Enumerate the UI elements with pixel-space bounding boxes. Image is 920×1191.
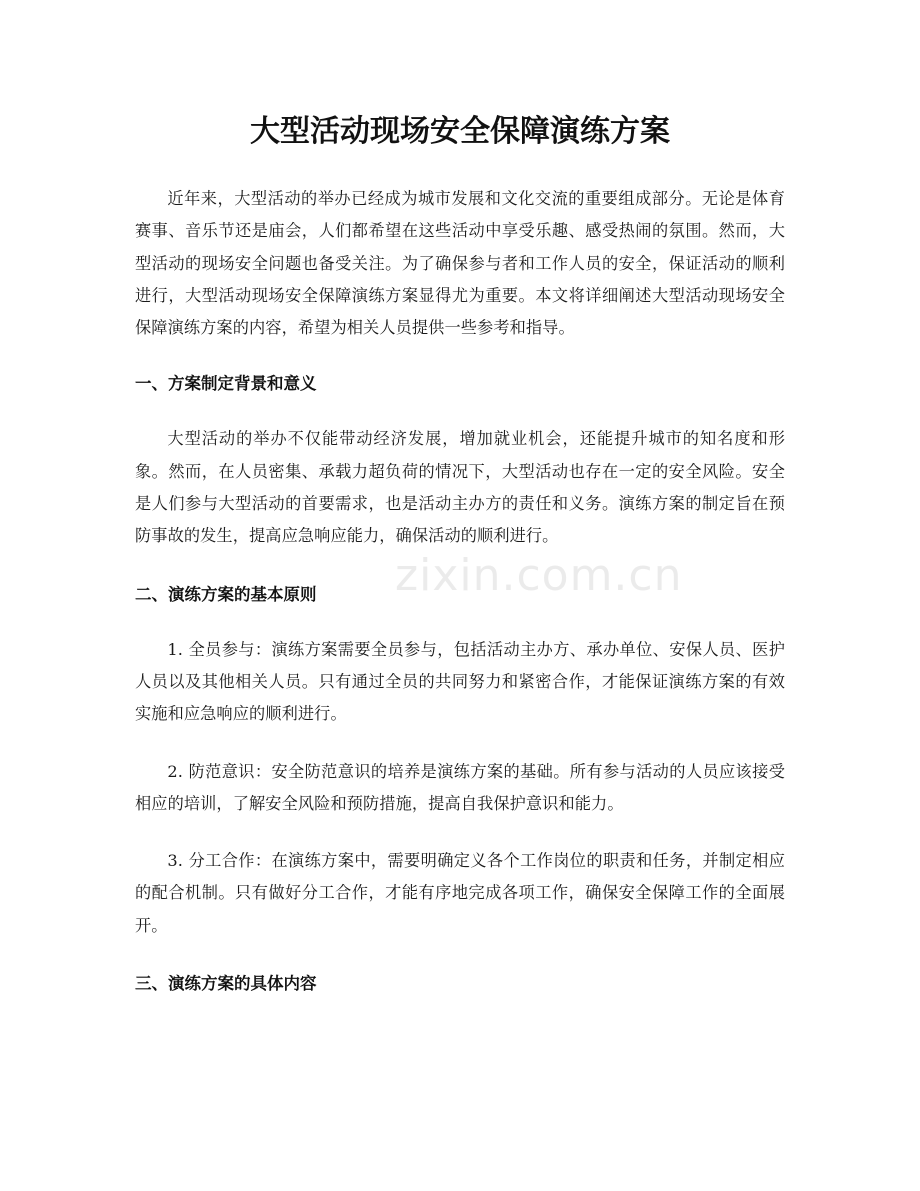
section-2-paragraph-2: 2. 防范意识：安全防范意识的培养是演练方案的基础。所有参与活动的人员应该接受相应的培训，了解安全风险和预防措施，提高自我保护意识和能力。 xyxy=(135,761,785,813)
document-body xyxy=(135,183,785,1023)
watermark: zixin.com.cn xyxy=(395,550,683,601)
intro-paragraph: 近年来，大型活动的举办已经成为城市发展和文化交流的重要组成部分。无论是体育赛事、音乐节还是庙会，人们都希望在这些活动中享受乐趣、感受热闹的氛围。然而，大型活动的现场安全问题也备受关注。为了确保参与者和工作人员的安全，保证活动的顺利进行，大型活动现场安全保障演练方案显得尤为重要。本文将详细阐述大型活动现场安全保障演练方案的内容，希望为相关人员提供一些参考和指导。 xyxy=(135,189,785,338)
section-heading-3: 三、演练方案的具体内容 xyxy=(135,974,317,994)
section-2-paragraph-1: 1. 全员参与：演练方案需要全员参与，包括活动主办方、承办单位、安保人员、医护人员以及其他相关人员。只有通过全员的共同努力和紧密合作，才能保证演练方案的有效实施和应急响应的顺利进行。 xyxy=(135,639,785,724)
section-heading-2: 二、演练方案的基本原则 xyxy=(135,584,317,604)
section-1-paragraph-1: 大型活动的举办不仅能带动经济发展，增加就业机会，还能提升城市的知名度和形象。然而，在人员密集、承载力超负荷的情况下，大型活动也存在一定的安全风险。安全是人们参与大型活动的首要需求，也是活动主办方的责任和义务。演练方案的制定旨在预防事故的发生，提高应急响应能力，确保活动的顺利进行。 xyxy=(135,429,785,546)
section-2-paragraph-3: 3. 分工合作：在演练方案中，需要明确定义各个工作岗位的职责和任务，并制定相应的配合机制。只有做好分工合作，才能有序地完成各项工作，确保安全保障工作的全面展开。 xyxy=(135,851,785,935)
page-title: 大型活动现场安全保障演练方案 xyxy=(250,114,670,149)
section-heading-1: 一、方案制定背景和意义 xyxy=(135,374,317,394)
